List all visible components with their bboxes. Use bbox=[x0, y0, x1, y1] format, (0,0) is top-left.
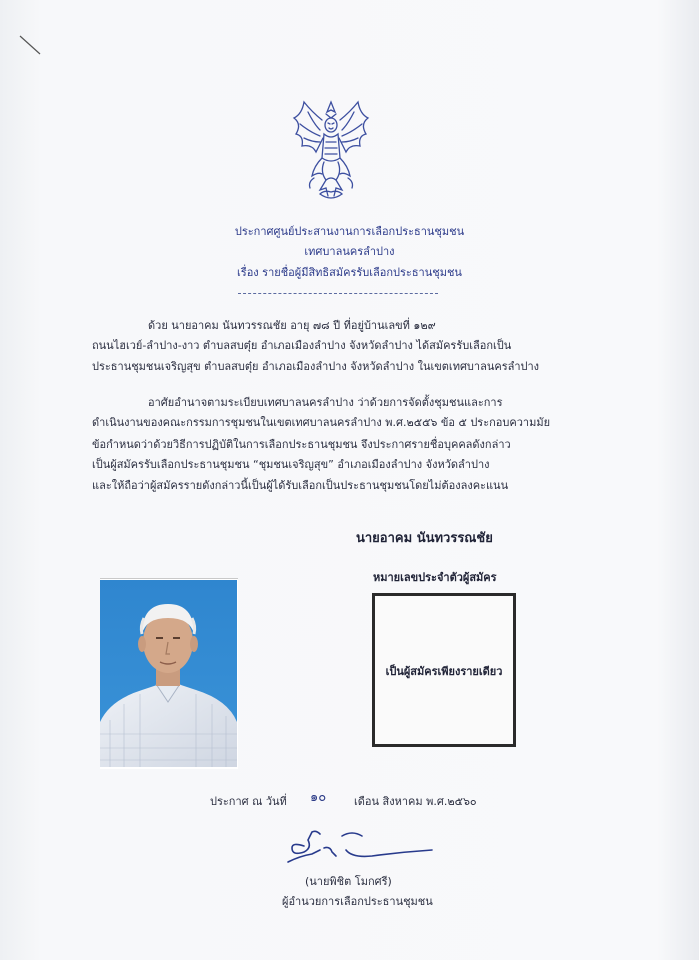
announce-date-prefix: ประกาศ ณ วันที่ bbox=[210, 795, 287, 808]
signatory-title: ผู้อำนวยการเลือกประธานชุมชน bbox=[282, 895, 433, 908]
heading-line-2: เทศบาลนครลำปาง bbox=[304, 245, 395, 258]
paragraph1-line-2: ถนนไฮเวย์-ลำปาง-งาว ตำบลสบตุ๋ย อำเภอเมืองลำปาง จังหวัดลำปาง ได้สมัครรับเลือกเป็น bbox=[92, 339, 512, 352]
paragraph2-line-1: อาศัยอำนาจตามระเบียบเทศบาลนครลำปาง ว่าด้วยการจัดตั้งชุมชนและการ bbox=[148, 396, 503, 409]
paragraph2-line-4: เป็นผู้สมัครรับเลือกประธานชุมชน “ชุมชนเจริญสุข” อำเภอเมืองลำปาง จังหวัดลำปาง bbox=[92, 458, 490, 471]
candidate-name: นายอาคม นันทวรรณชัย bbox=[356, 531, 493, 546]
announce-date-rest: เดือน สิงหาคม พ.ศ.๒๕๖๐ bbox=[354, 795, 477, 808]
heading-line-1: ประกาศศูนย์ประสานงานการเลือกประธานชุมชน bbox=[234, 225, 465, 238]
paragraph2-line-2: ดำเนินงานของคณะกรรมการชุมชนในเขตเทศบาลนครลำปาง พ.ศ.๒๕๕๖ ข้อ ๕ ประกอบความมัย bbox=[92, 416, 551, 429]
sole-candidate-text: เป็นผู้สมัครเพียงรายเดียว bbox=[385, 665, 503, 678]
paragraph2-line-5: และให้ถือว่าผู้สมัครรายดังกล่าวนี้เป็นผู้ได้รับเลือกเป็นประธานชุมชนโดยไม่ต้องลงคะแนน bbox=[92, 479, 509, 492]
signatory-name: (นายพิชิต โมกศรี) bbox=[305, 875, 392, 888]
heading-subject: เรื่อง รายชื่อผู้มีสิทธิสมัครรับเลือกประธานชุมชน bbox=[237, 266, 462, 279]
heading-divider bbox=[238, 293, 438, 294]
garuda-emblem-icon bbox=[290, 98, 372, 206]
candidate-number-label: หมายเลขประจำตัวผู้สมัคร bbox=[373, 571, 497, 584]
announce-date-day: ๑๐ bbox=[310, 790, 327, 805]
paragraph1-line-1: ด้วย นายอาคม นันทวรรณชัย อายุ ๗๘ ปี ที่อยู่บ้านเลขที่ ๑๒๙ bbox=[148, 319, 436, 332]
candidate-number-box bbox=[372, 593, 516, 747]
pen-mark-icon bbox=[18, 34, 44, 58]
signature-icon bbox=[282, 826, 442, 870]
candidate-photo bbox=[100, 580, 237, 767]
paragraph1-line-3: ประธานชุมชนเจริญสุข ตำบลสบตุ๋ย อำเภอเมืองลำปาง จังหวัดลำปาง ในเขตเทศบาลนครลำปาง bbox=[92, 360, 540, 373]
paragraph2-line-3: ข้อกำหนดว่าด้วยวิธีการปฏิบัติในการเลือกประธานชุมชน จึงประกาศรายชื่อบุคคลดังกล่าว bbox=[92, 438, 511, 451]
